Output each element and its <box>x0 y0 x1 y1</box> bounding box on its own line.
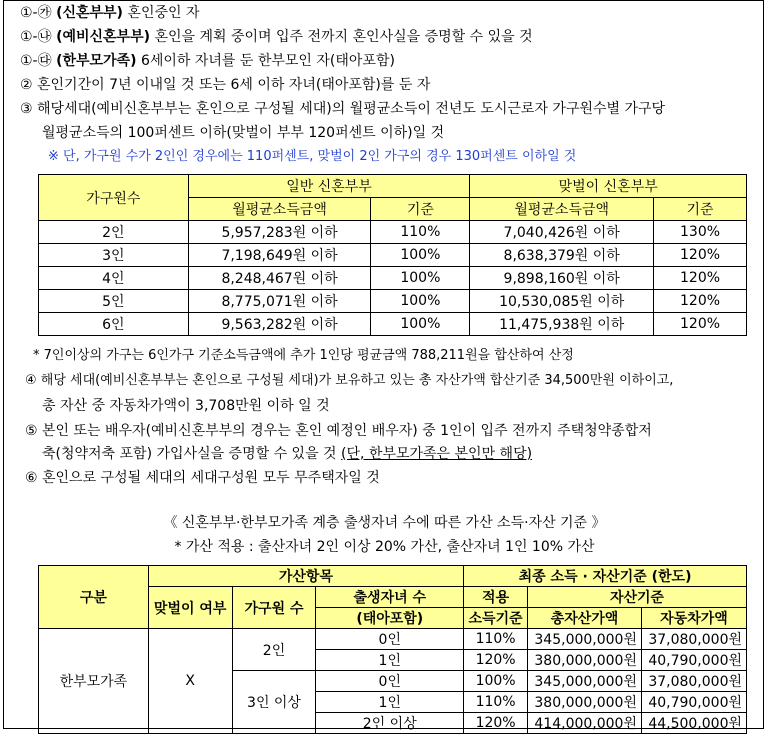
bonus-asset: 380,000,000원 <box>528 692 642 713</box>
general-standard: 100% <box>371 290 470 313</box>
condition-3-note: ※ 단, 가구원 수가 2인인 경우에는 110퍼센트, 맞벌이 2인 가구의 경우 130퍼센트 이하일 것 <box>48 149 577 164</box>
table-row <box>39 267 747 290</box>
general-amount: 8,248,467원 이하 <box>188 267 371 290</box>
bonus-children: 1인 <box>316 650 464 671</box>
bonus-header-household: 가구원 수 <box>232 587 316 629</box>
bonus-income: 110% <box>464 629 528 650</box>
bonus-asset: 414,000,000원 <box>528 713 642 734</box>
bonus-category: 한부모가족 <box>39 629 149 734</box>
dual-amount: 9,898,160원 이하 <box>470 267 654 290</box>
bonus-car: 40,790,000원 <box>641 650 746 671</box>
bonus-income: 110% <box>464 692 528 713</box>
bonus-table <box>38 565 747 734</box>
bonus-income: 100% <box>464 671 528 692</box>
income-header-general: 일반 신혼부부 <box>188 175 470 198</box>
income-header-general-standard: 기준 <box>371 198 470 221</box>
condition-4-line2: 총 자산 중 자동차가액이 3,708만원 이하 일 것 <box>42 398 330 414</box>
general-amount: 9,563,282원 이하 <box>188 313 371 336</box>
dual-standard: 130% <box>654 221 747 244</box>
condition-5-line1: ⑤ 본인 또는 배우자(예비신혼부부의 경우는 혼인 예정인 배우자) 중 1인이 입주 전까지 주택청약종합저 <box>25 423 652 439</box>
dual-amount: 8,638,379원 이하 <box>470 244 654 267</box>
condition-2: ② 혼인기간이 7년 이내일 것 또는 6세 이하 자녀(태아포함)를 둔 자 <box>20 77 431 93</box>
condition-1b-title: (예비신혼부부) <box>56 29 151 45</box>
bonus-header-dual: 맞벌이 여부 <box>148 587 232 629</box>
condition-1a-title: (신혼부부) <box>56 5 123 21</box>
general-amount: 8,775,071원 이하 <box>188 290 371 313</box>
condition-1c <box>20 51 395 71</box>
bonus-header-children-2: (태아포함) <box>316 608 464 629</box>
condition-1b-prefix: ①-㉯ <box>20 29 52 45</box>
bonus-children: 0인 <box>316 671 464 692</box>
general-amount: 7,198,649원 이하 <box>188 244 371 267</box>
dual-standard: 120% <box>654 267 747 290</box>
table-row <box>39 221 747 244</box>
household-size: 5인 <box>39 290 189 313</box>
general-standard: 100% <box>371 267 470 290</box>
bonus-asset: 345,000,000원 <box>528 629 642 650</box>
general-standard: 100% <box>371 244 470 267</box>
household-size: 2인 <box>39 221 189 244</box>
condition-6: ⑥ 혼인으로 구성될 세대의 세대구성원 모두 무주택자일 것 <box>25 470 380 486</box>
table-row <box>39 290 747 313</box>
dual-standard: 120% <box>654 244 747 267</box>
condition-3-line2: 월평균소득의 100퍼센트 이하(맞벌이 부부 120퍼센트 이하)일 것 <box>42 125 445 141</box>
bonus-header-final: 최종 소득 · 자산기준 (한도) <box>464 566 747 587</box>
bonus-household-2: 2인 <box>232 629 316 671</box>
bonus-car: 37,080,000원 <box>641 671 746 692</box>
condition-1a-text: 혼인중인 자 <box>127 5 200 21</box>
condition-1b <box>20 27 533 47</box>
condition-1a-prefix: ①-㉮ <box>20 5 52 21</box>
household-size: 6인 <box>39 313 189 336</box>
table-row <box>39 244 747 267</box>
bonus-car: 44,500,000원 <box>641 713 746 734</box>
general-amount: 5,957,283원 이하 <box>188 221 371 244</box>
income-header-dual: 맞벌이 신혼부부 <box>470 175 747 198</box>
general-standard: 100% <box>371 313 470 336</box>
income-header-general-amount: 월평균소득금액 <box>188 198 371 221</box>
income-table <box>38 174 747 336</box>
dual-amount: 7,040,426원 이하 <box>470 221 654 244</box>
bonus-header-asset: 자산기준 <box>528 587 747 608</box>
condition-1c-title: (한부모가족) <box>56 53 137 69</box>
bonus-section-title: 《 신혼부부·한부모가족 계층 출생자녀 수에 따른 가산 소득·자산 기준 》 <box>163 515 606 531</box>
income-header-dual-standard: 기준 <box>654 198 747 221</box>
dual-standard: 120% <box>654 313 747 336</box>
income-header-household: 가구원수 <box>39 175 189 221</box>
bonus-section-subtitle: * 가산 적용 : 출산자녀 2인 이상 20% 가산, 출산자녀 1인 10% 가산 <box>174 539 595 555</box>
table-row <box>39 629 747 650</box>
table-row <box>39 313 747 336</box>
dual-amount: 11,475,938원 이하 <box>470 313 654 336</box>
bonus-children: 1인 <box>316 692 464 713</box>
bonus-income: 120% <box>464 650 528 671</box>
condition-5-line2-underlined: (단, 한부모가족은 본인만 해당) <box>341 446 533 462</box>
dual-amount: 10,530,085원 이하 <box>470 290 654 313</box>
condition-5-line2 <box>42 444 532 464</box>
note-7-persons: * 7인이상의 가구는 6인가구 기준소득금액에 추가 1인당 평균금액 788,211원을 합산하여 산정 <box>33 348 574 363</box>
bonus-dual: X <box>148 629 232 734</box>
bonus-header-applied-2: 소득기준 <box>464 608 528 629</box>
household-size: 3인 <box>39 244 189 267</box>
bonus-header-items: 가산항목 <box>148 566 463 587</box>
bonus-car: 40,790,000원 <box>641 692 746 713</box>
bonus-asset: 380,000,000원 <box>528 650 642 671</box>
bonus-asset: 345,000,000원 <box>528 671 642 692</box>
bonus-children: 0인 <box>316 629 464 650</box>
condition-1b-text: 혼인을 계획 중이며 입주 전까지 혼인사실을 증명할 수 있을 것 <box>154 29 533 45</box>
condition-4-line1: ④ 해당 세대(예비신혼부부는 혼인으로 구성될 세대)가 보유하고 있는 총 자산가액 합산기준 34,500만원 이하이고, <box>25 373 674 388</box>
bonus-header-children-1: 출생자녀 수 <box>316 587 464 608</box>
household-size: 4인 <box>39 267 189 290</box>
condition-1a <box>20 3 200 23</box>
condition-5-line2-text: 축(청약저축 포함) 가입사실을 증명할 수 있을 것 <box>42 446 337 462</box>
bonus-household-3: 3인 이상 <box>232 671 316 734</box>
bonus-income: 120% <box>464 713 528 734</box>
condition-1c-prefix: ①-㉰ <box>20 53 52 69</box>
condition-1c-text: 6세이하 자녀를 둔 한부모인 자(태아포함) <box>140 53 395 69</box>
bonus-children: 2인 이상 <box>316 713 464 734</box>
bonus-header-car: 자동차가액 <box>641 608 746 629</box>
bonus-header-total-asset: 총자산가액 <box>528 608 642 629</box>
bonus-header-applied-1: 적용 <box>464 587 528 608</box>
dual-standard: 120% <box>654 290 747 313</box>
income-header-dual-amount: 월평균소득금액 <box>470 198 654 221</box>
bonus-header-category: 구분 <box>39 566 149 629</box>
bonus-car: 37,080,000원 <box>641 629 746 650</box>
condition-3-line1: ③ 해당세대(예비신혼부부는 혼인으로 구성될 세대)의 월평균소득이 전년도 도시근로자 가구원수별 가구당 <box>20 101 666 117</box>
general-standard: 110% <box>371 221 470 244</box>
